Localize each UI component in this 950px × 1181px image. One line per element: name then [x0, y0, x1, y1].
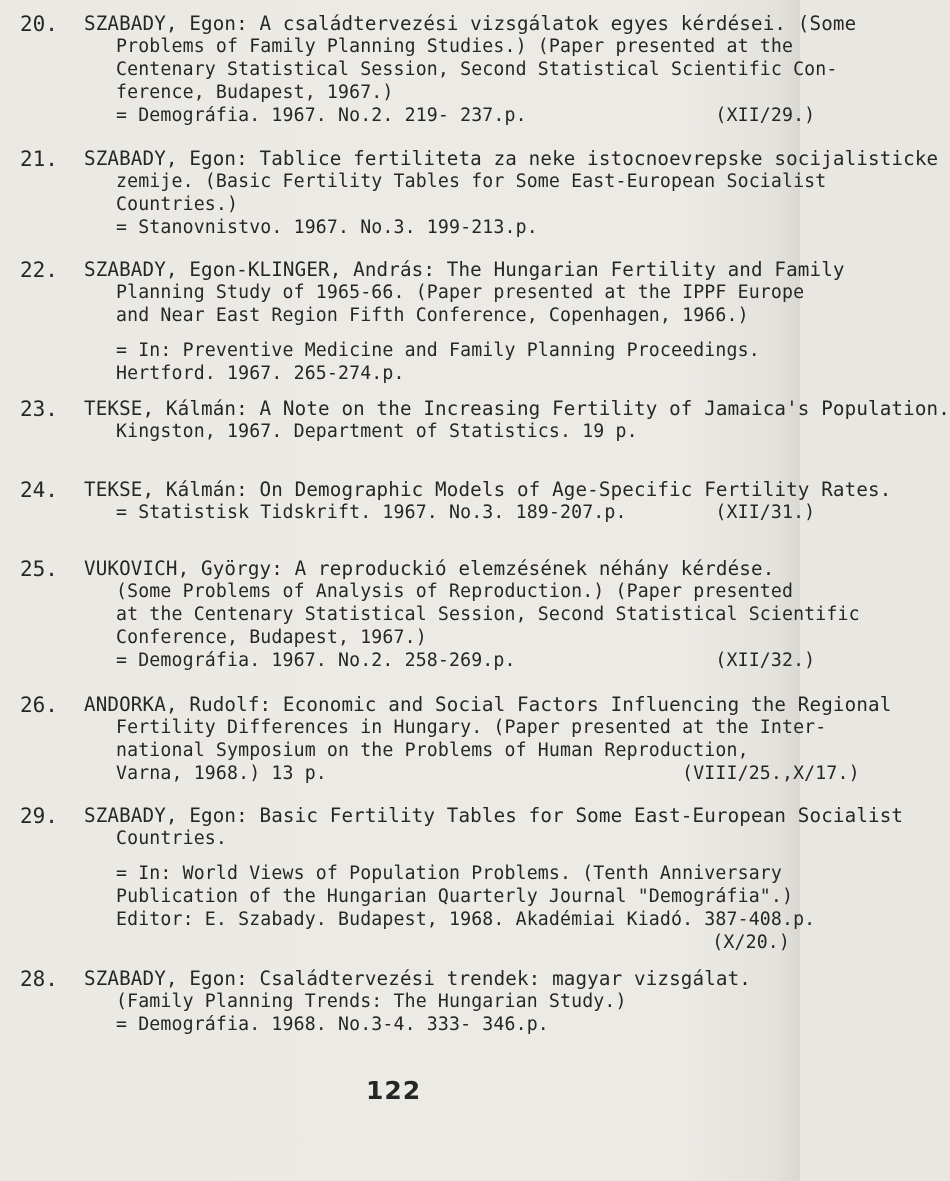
entry-line: SZABADY, Egon: Basic Fertility Tables for Some East-European Socialist — [84, 804, 904, 827]
entry-line: = Demográfia. 1967. No.2. 219- 237.p. (XII/29.) — [116, 105, 816, 126]
entry-line: Kingston, 1967. Department of Statistics. 19 p. — [116, 421, 638, 442]
entry-line: Problems of Family Planning Studies.) (Paper presented at the — [116, 36, 794, 57]
entry-number: 23. — [20, 397, 58, 421]
entry-line: Conference, Budapest, 1967.) — [116, 627, 427, 648]
entry-line: at the Centenary Statistical Session, Second Statistical Scientific — [116, 604, 860, 625]
entry-text — [84, 397, 950, 443]
entry-line: = Demográfia. 1967. No.2. 258-269.p. (XII/32.) — [116, 650, 816, 671]
entry-line: (Some Problems of Analysis of Reproduction.) (Paper presented — [116, 581, 794, 602]
entry-line: (X/20.) — [712, 932, 790, 953]
entry-number: 29. — [20, 804, 58, 828]
entry-line: VUKOVICH, György: A reproduckió elemzésének néhány kérdése. — [84, 557, 775, 580]
entry-line: SZABADY, Egon: Tablice fertiliteta za neke istocnoevrepske socijalisticke — [84, 147, 939, 170]
entry-line: = In: World Views of Population Problems. (Tenth Anniversary — [116, 863, 782, 884]
entry-text — [84, 147, 939, 239]
entry-number: 20. — [20, 12, 58, 36]
entry-number: 25. — [20, 557, 58, 581]
entry-line: Hertford. 1967. 265-274.p. — [116, 363, 405, 384]
entry-line: and Near East Region Fifth Conference, Copenhagen, 1966.) — [116, 305, 749, 326]
entry-text — [84, 557, 860, 672]
entry-line: zemije. (Basic Fertility Tables for Some East-European Socialist — [116, 171, 827, 192]
entry-number: 26. — [20, 693, 58, 717]
entry-text — [84, 693, 892, 785]
entry-line: = Stanovnistvo. 1967. No.3. 199-213.p. — [116, 217, 538, 238]
entry-line: ference, Budapest, 1967.) — [116, 82, 394, 103]
entry-text — [84, 12, 857, 127]
entry-line: Publication of the Hungarian Quarterly Journal "Demográfia".) — [116, 886, 794, 907]
entry-line: SZABADY, Egon: Családtervezési trendek: magyar vizsgálat. — [84, 967, 752, 990]
entry-number: 24. — [20, 478, 58, 502]
entry-line: = Demográfia. 1968. No.3-4. 333- 346.p. — [116, 1014, 549, 1035]
entry-line: (Family Planning Trends: The Hungarian Study.) — [116, 991, 627, 1012]
entry-number: 28. — [20, 967, 58, 991]
entry-line: SZABADY, Egon-KLINGER, András: The Hungarian Fertility and Family — [84, 258, 845, 281]
entry-line: Editor: E. Szabady. Budapest, 1968. Akadémiai Kiadó. 387-408.p. — [116, 909, 816, 930]
entry-text — [84, 478, 892, 524]
entry-line: = In: Preventive Medicine and Family Planning Proceedings. — [116, 340, 760, 361]
entry-line: Centenary Statistical Session, Second Statistical Scientific Con- — [116, 59, 838, 80]
entry-number: 22. — [20, 258, 58, 282]
entry-line: TEKSE, Kálmán: On Demographic Models of Age-Specific Fertility Rates. — [84, 478, 892, 501]
entry-line: Countries. — [116, 828, 227, 849]
entry-text — [84, 258, 845, 385]
entry-text — [84, 804, 904, 954]
entry-number: 21. — [20, 147, 58, 171]
entry-line: Countries.) — [116, 194, 239, 215]
entry-line: national Symposium on the Problems of Human Reproduction, — [116, 740, 749, 761]
entry-line: Fertility Differences in Hungary. (Paper presented at the Inter- — [116, 717, 827, 738]
entry-line: TEKSE, Kálmán: A Note on the Increasing Fertility of Jamaica's Population. — [84, 397, 950, 420]
page-number: 122 — [366, 1076, 422, 1105]
entry-line: Planning Study of 1965-66. (Paper presented at the IPPF Europe — [116, 282, 805, 303]
entry-line: = Statistisk Tidskrift. 1967. No.3. 189-207.p. (XII/31.) — [116, 502, 816, 523]
entry-line: Varna, 1968.) 13 p. (VIII/25.,X/17.) — [116, 763, 860, 784]
entry-line: SZABADY, Egon: A családtervezési vizsgálatok egyes kérdései. (Some — [84, 12, 857, 35]
entry-line: ANDORKA, Rudolf: Economic and Social Factors Influencing the Regional — [84, 693, 892, 716]
entry-text — [84, 967, 790, 1036]
